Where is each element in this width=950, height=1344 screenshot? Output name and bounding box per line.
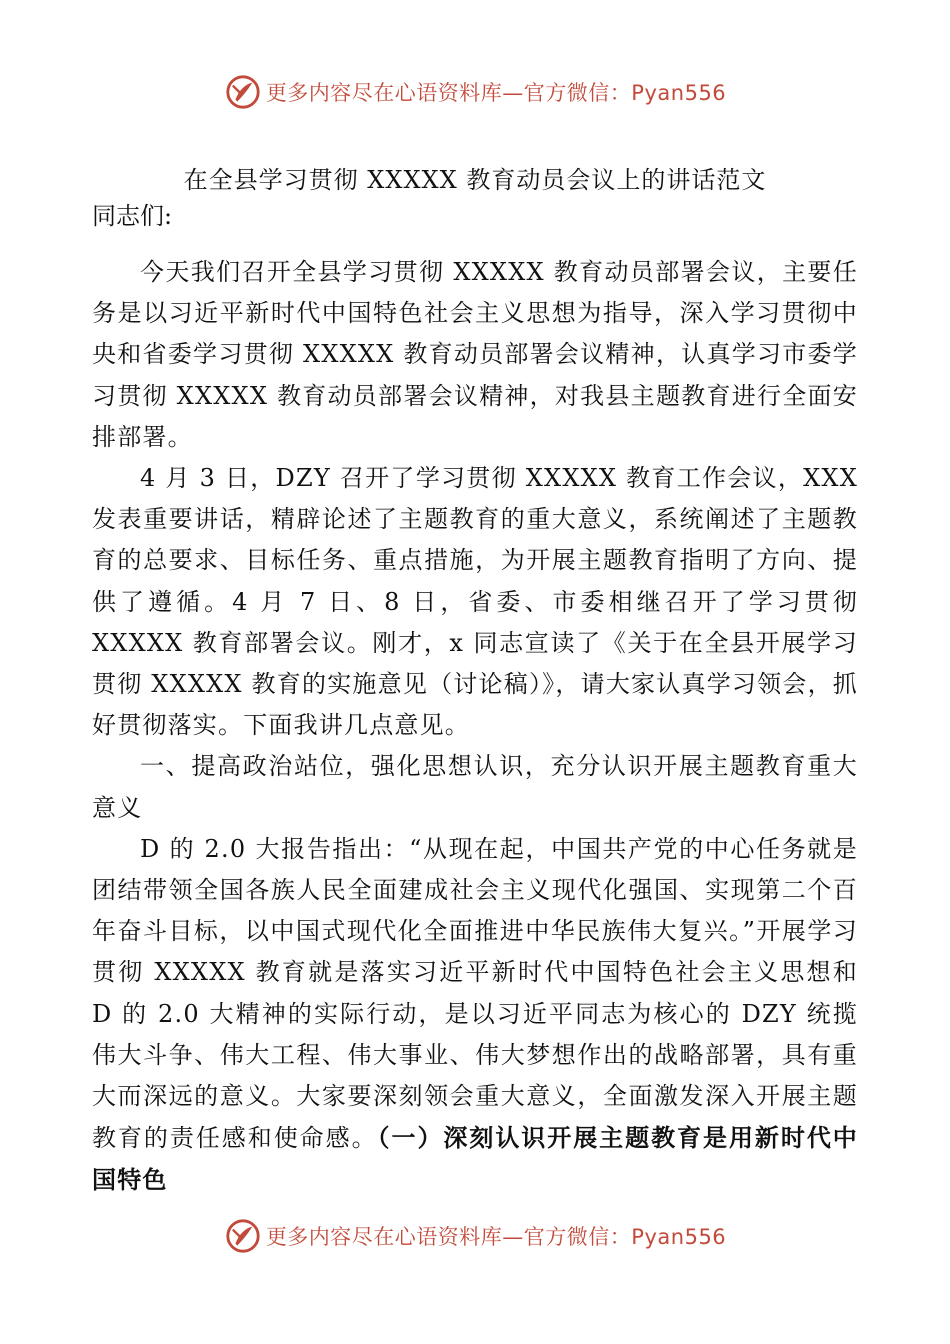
paragraph-text: D 的 2.0 大报告指出：“从现在起，中国共产党的中心任务就是团结带领全国各族人民全面建成社会主义现代化强国、实现第二个百年奋斗目标，以中国式现代化全面推进中华民族伟大复兴。”开展学习贯彻 XXXXX 教育就是落实习近平新时代中国特色社会主义思想和 D 的 2.0 大精神的实际行动，是以习近平同志为核心的 DZY 统揽伟大斗争、伟大工程、伟大事业、伟大梦想作出的战略部署，具有重大而深远的意义。大家要深刻领会重大意义，全面激发深入开展主题教育的责任感和使命感。 [92, 834, 858, 1153]
salutation: 同志们: [92, 202, 173, 230]
logo-icon [224, 1217, 262, 1255]
paragraph [92, 829, 858, 1202]
watermark-bottom [0, 1216, 950, 1256]
watermark-top [0, 72, 950, 112]
subsection-heading: （一）深刻认识开展主题教育是用新时代中国特色 [92, 1123, 858, 1195]
section-heading: 一、提高政治站位，强化思想认识，充分认识开展主题教育重大意义 [92, 752, 858, 822]
logo-icon [224, 73, 262, 111]
document-body [92, 252, 858, 1202]
document-title: 在全县学习贯彻 XXXXX 教育动员会议上的讲话范文 [183, 166, 767, 194]
watermark-text: 更多内容尽在心语资料库—官方微信：Pyan556 [265, 81, 727, 105]
paragraph: 4 月 3 日，DZY 召开了学习贯彻 XXXXX 教育工作会议，XXX 发表重要讲话，精辟论述了主题教育的重大意义，系统阐述了主题教育的总要求、目标任务、重点措施，为开展主题教育指明了方向、提供了遵循。4 月 7 日、8 日，省委、市委相继召开了学习贯彻 XXXXX 教育部署会议。刚才，x 同志宣读了《关于在全县开展学习贯彻 XXXXX 教育的实施意见（讨论稿）》，请大家认真学习领会，抓好贯彻落实。下面我讲几点意见。 [92, 464, 858, 740]
watermark-text: 更多内容尽在心语资料库—官方微信：Pyan556 [265, 1225, 727, 1249]
paragraph: 今天我们召开全县学习贯彻 XXXXX 教育动员部署会议，主要任务是以习近平新时代中国特色社会主义思想为指导，深入学习贯彻中央和省委学习贯彻 XXXXX 教育动员部署会议精神，认真学习市委学习贯彻 XXXXX 教育动员部署会议精神，对我县主题教育进行全面安排部署。 [92, 258, 858, 451]
